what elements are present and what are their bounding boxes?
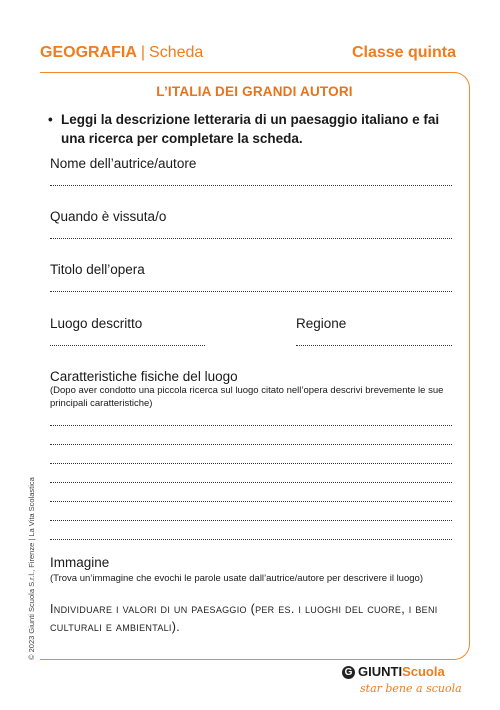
features-answer-line[interactable] [50,463,452,464]
worksheet-title: L’ITALIA DEI GRANDI AUTORI [156,84,353,99]
features-answer-line[interactable] [50,482,452,483]
logo-brand-main: GIUNTI [358,664,403,679]
bullet-icon: • [48,112,53,127]
features-answer-line[interactable] [50,501,452,502]
logo-tagline: star bene a scuola [360,682,462,695]
instruction-text: Leggi la descrizione letteraria di un paesaggio italiano e fai una ricerca per completare la scheda. [61,112,440,146]
lived-answer-line[interactable] [50,238,452,239]
work-title-label: Titolo dell’opera [50,262,145,277]
image-label: Immagine [50,555,110,570]
logo-brand-accent: Scuola [402,664,445,679]
author-label: Nome dell’autrice/autore [50,156,197,171]
lived-label: Quando è vissuta/o [50,209,167,224]
logo-brand [358,664,445,679]
place-label: Luogo descritto [50,316,143,331]
subject-name: GEOGRAFIA [40,44,137,61]
worksheet-card [40,72,470,660]
instruction [48,110,458,148]
features-note: (Dopo aver condotto una piccola ricerca sul luogo citato nell’opera descrivi brevemente le sue principali caratteristiche) [50,385,444,409]
features-answer-line[interactable] [50,425,452,426]
class-label: Classe quinta [351,44,456,61]
region-answer-line[interactable] [296,345,452,346]
learning-goal: Individuare i valori di un paesaggio (per es. i luoghi del cuore, i beni culturali e ambientali). [50,602,438,634]
image-note: (Trova un’immagine che evochi le parole usate dall’autrice/autore per descrivere il luogo) [50,573,423,584]
publisher-logo [342,664,462,704]
place-answer-line[interactable] [50,345,205,346]
features-answer-line[interactable] [50,444,452,445]
author-answer-line[interactable] [50,185,452,186]
copyright-notice: © 2023 Giunti Scuola S.r.l., Firenze | La Vita Scolastica [27,477,36,660]
page-header [40,44,456,66]
features-answer-line[interactable] [50,520,452,521]
subject-subtitle: Scheda [149,44,204,61]
work-title-answer-line[interactable] [50,291,452,292]
features-answer-line[interactable] [50,539,452,540]
region-label: Regione [296,316,347,331]
header-separator: | [140,44,146,61]
subject-label [40,44,203,62]
giunti-logo-icon: G [342,666,355,679]
features-label: Caratteristiche fisiche del luogo [50,369,238,384]
